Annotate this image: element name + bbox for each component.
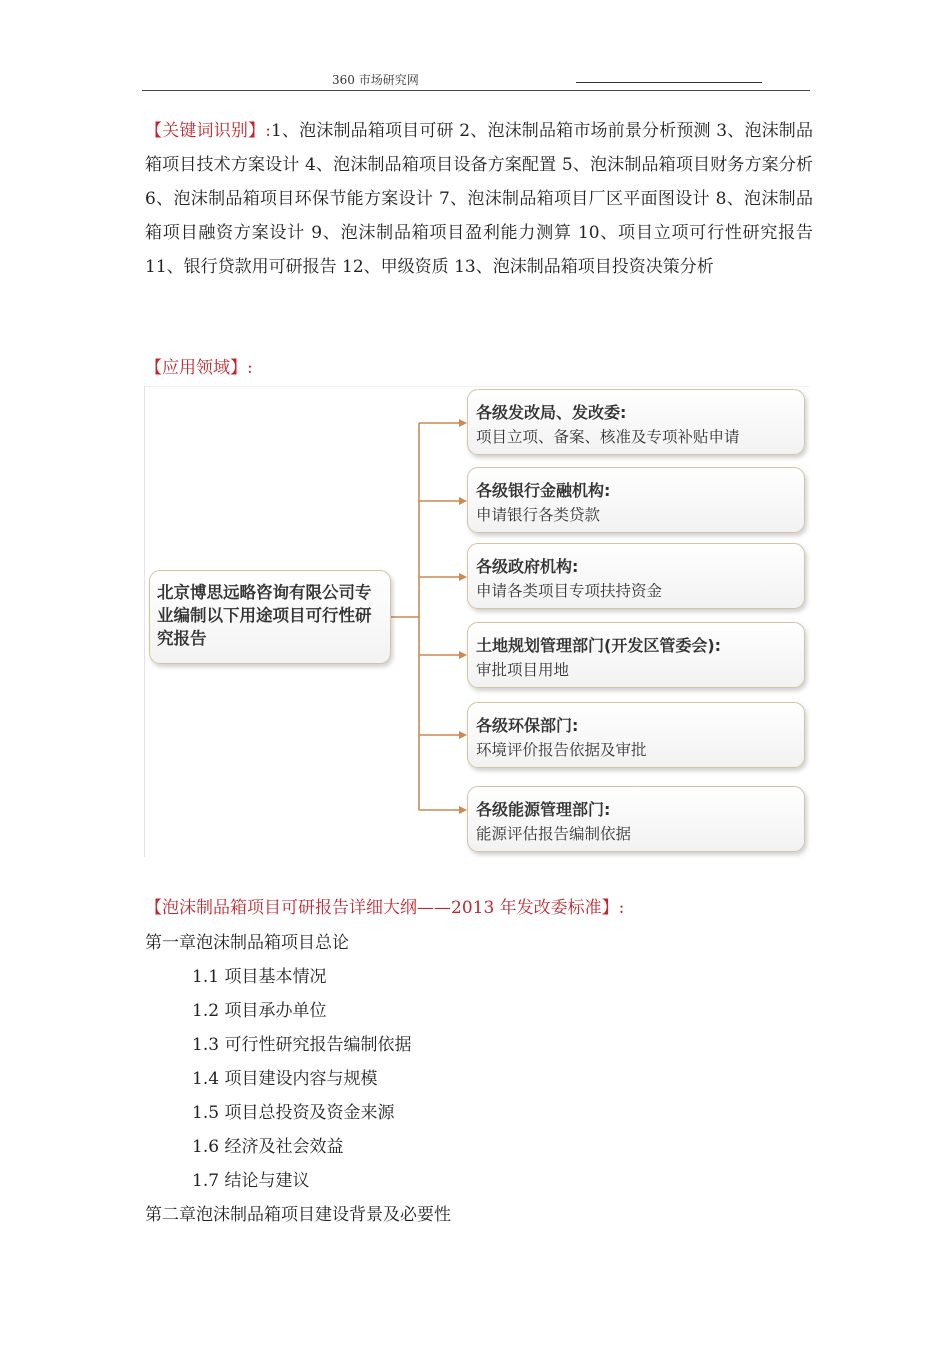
target-desc: 审批项目用地	[476, 661, 570, 679]
source-company-text: 北京博思远略咨询有限公司专业编制以下用途项目可行性研究报告	[157, 583, 372, 648]
keywords-text: 1、泡沫制品箱项目可研 2、泡沫制品箱市场前景分析预测 3、泡沫制品箱项目技术方案设计 4、泡沫制品箱项目设备方案配置 5、泡沫制品箱项目财务方案分析 6、泡沫制品箱项目环保节能方案设计 7、泡沫制品箱项目厂区平面图设计 8、泡沫制品箱项目融资方案设计 9、泡沫制品箱项目盈利能力测算 10、项目立项可行性研究报告 11、银行贷款用可研报告 12、甲级资质 13、泡沫制品箱项目投资决策分析	[145, 121, 813, 277]
header-title: 360 市场研究网	[332, 73, 419, 87]
target-desc: 能源评估报告编制依据	[476, 825, 632, 843]
application-label: 【应用领域】:	[145, 358, 253, 378]
page-header	[142, 68, 810, 91]
target-title: 土地规划管理部门(开发区管委会):	[476, 636, 722, 655]
target-desc: 申请银行各类贷款	[476, 506, 601, 524]
arrowhead-6	[459, 806, 467, 814]
outline-section: 1.4 项目建设内容与规模	[192, 1069, 378, 1089]
target-title: 各级环保部门:	[476, 716, 579, 735]
target-box-energy	[467, 786, 805, 852]
outline-section: 1.1 项目基本情况	[192, 967, 327, 987]
target-box-bank	[467, 467, 805, 533]
outline-chapter: 第二章泡沫制品箱项目建设背景及必要性	[145, 1205, 451, 1225]
arrowhead-2	[459, 497, 467, 505]
target-title: 各级发改局、发改委:	[476, 403, 627, 422]
target-desc: 项目立项、备案、核准及专项补贴申请	[476, 428, 740, 446]
arrowhead-3	[459, 573, 467, 581]
target-desc: 申请各类项目专项扶持资金	[476, 582, 663, 600]
target-title: 各级政府机构:	[476, 557, 579, 576]
arrowhead-4	[459, 651, 467, 659]
outline-chapter: 第一章泡沫制品箱项目总论	[145, 933, 349, 953]
target-box-land	[467, 622, 805, 688]
outline-section: 1.2 项目承办单位	[192, 1001, 327, 1021]
outline-section: 1.3 可行性研究报告编制依据	[192, 1035, 412, 1055]
target-desc: 环境评价报告依据及审批	[476, 741, 647, 759]
arrowhead-5	[459, 731, 467, 739]
arrowhead-1	[459, 419, 467, 427]
header-underline	[576, 82, 762, 83]
target-box-ndrc	[467, 389, 805, 455]
keywords-paragraph	[145, 114, 813, 284]
outline-section: 1.6 经济及社会效益	[192, 1137, 344, 1157]
outline-title: 【泡沫制品箱项目可研报告详细大纲——2013 年发改委标准】:	[145, 898, 625, 918]
outline-list	[145, 926, 805, 1232]
application-diagram	[144, 386, 809, 857]
keywords-label: 【关键词识别】:	[145, 121, 271, 141]
target-box-government	[467, 543, 805, 609]
target-title: 各级银行金融机构:	[476, 481, 611, 500]
outline-section: 1.7 结论与建议	[192, 1171, 310, 1191]
target-box-environment	[467, 702, 805, 768]
target-title: 各级能源管理部门:	[476, 800, 611, 819]
source-company-box	[149, 570, 391, 664]
outline-section: 1.5 项目总投资及资金来源	[192, 1103, 395, 1123]
